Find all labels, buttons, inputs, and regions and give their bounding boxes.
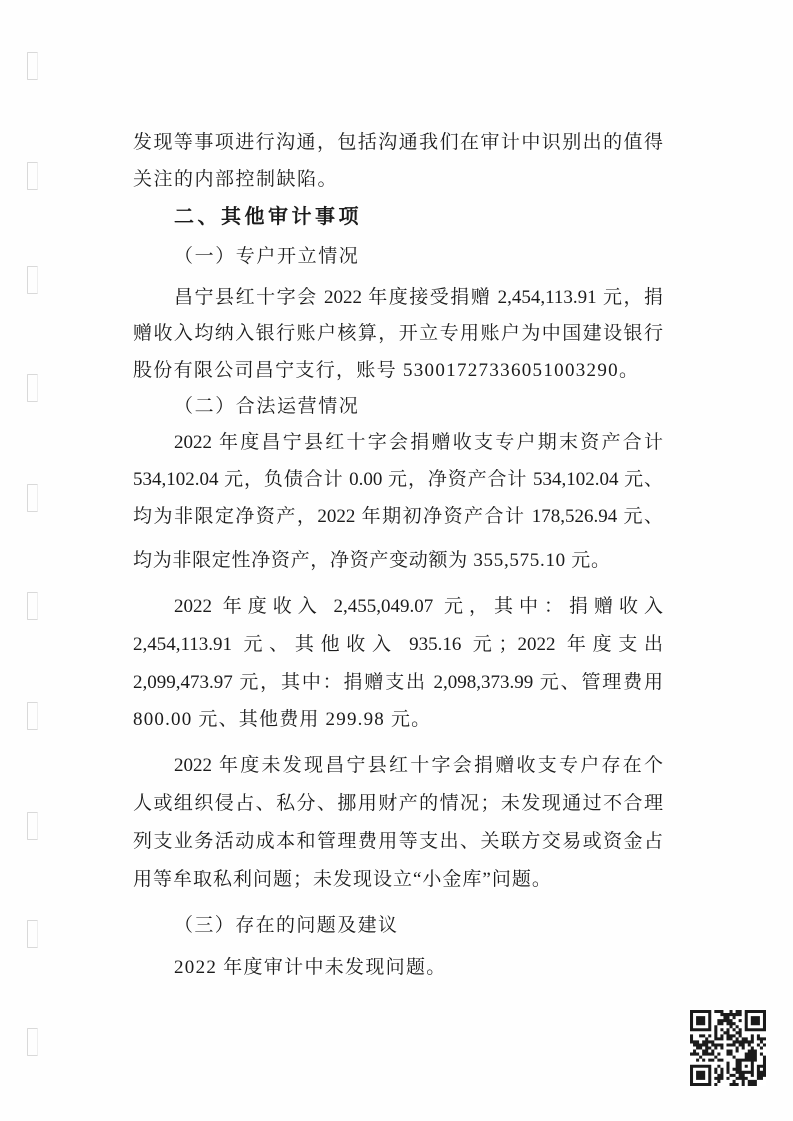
binding-mark: [27, 162, 38, 190]
paragraph-line: 关注的内部控制缺陷。: [133, 169, 339, 190]
paragraph-line: 534,102.04 元，负债合计 0.00 元，净资产合计 534,102.04 元、: [133, 469, 663, 490]
binding-mark: [27, 374, 38, 402]
subsection-heading: （一）专户开立情况: [174, 246, 360, 267]
binding-mark: [27, 484, 38, 512]
binding-mark: [27, 592, 38, 620]
paragraph-line: 发现等事项进行沟通，包括沟通我们在审计中识别出的值得: [133, 132, 663, 153]
binding-mark: [27, 52, 38, 80]
paragraph-line: 2022 年度收入 2,455,049.07 元，其中：捐赠收入: [174, 596, 663, 617]
binding-mark: [27, 920, 38, 948]
paragraph-line: 均为非限定净资产，2022 年期初净资产合计 178,526.94 元、: [133, 506, 663, 527]
paragraph-line: 列支业务活动成本和管理费用等支出、关联方交易或资金占: [133, 831, 663, 852]
qr-code-modules: [690, 1010, 766, 1086]
paragraph-line: 均为非限定性净资产，净资产变动额为 355,575.10 元。: [133, 550, 611, 571]
binding-mark: [27, 812, 38, 840]
paragraph-line: 用等牟取私利问题；未发现设立“小金库”问题。: [133, 869, 552, 890]
paragraph-line: 赠收入均纳入银行账户核算，开立专用账户为中国建设银行: [133, 323, 663, 344]
paragraph-line: 2022 年度审计中未发现问题。: [174, 957, 447, 978]
binding-mark: [27, 702, 38, 730]
paragraph-line: 800.00 元、其他费用 299.98 元。: [133, 709, 432, 730]
paragraph-line: 2022 年度昌宁县红十字会捐赠收支专户期末资产合计: [174, 432, 663, 453]
paragraph-line: 股份有限公司昌宁支行，账号 53001727336051003290。: [133, 360, 640, 381]
paragraph-line: 昌宁县红十字会 2022 年度接受捐赠 2,454,113.91 元，捐: [174, 287, 663, 308]
qr-code: [690, 1010, 766, 1086]
subsection-heading: （二）合法运营情况: [174, 396, 360, 417]
paragraph-line: 2022 年度未发现昌宁县红十字会捐赠收支专户存在个: [174, 755, 663, 776]
binding-mark: [27, 1028, 38, 1056]
section-heading: 二、其他审计事项: [174, 206, 362, 228]
subsection-heading: （三）存在的问题及建议: [174, 915, 399, 936]
paragraph-line: 人或组织侵占、私分、挪用财产的情况；未发现通过不合理: [133, 793, 663, 814]
paragraph-line: 2,099,473.97 元，其中：捐赠支出 2,098,373.99 元、管理费用: [133, 672, 663, 693]
paragraph-line: 2,454,113.91 元、其他收入 935.16 元；2022 年度支出: [133, 634, 663, 655]
binding-mark: [27, 266, 38, 294]
